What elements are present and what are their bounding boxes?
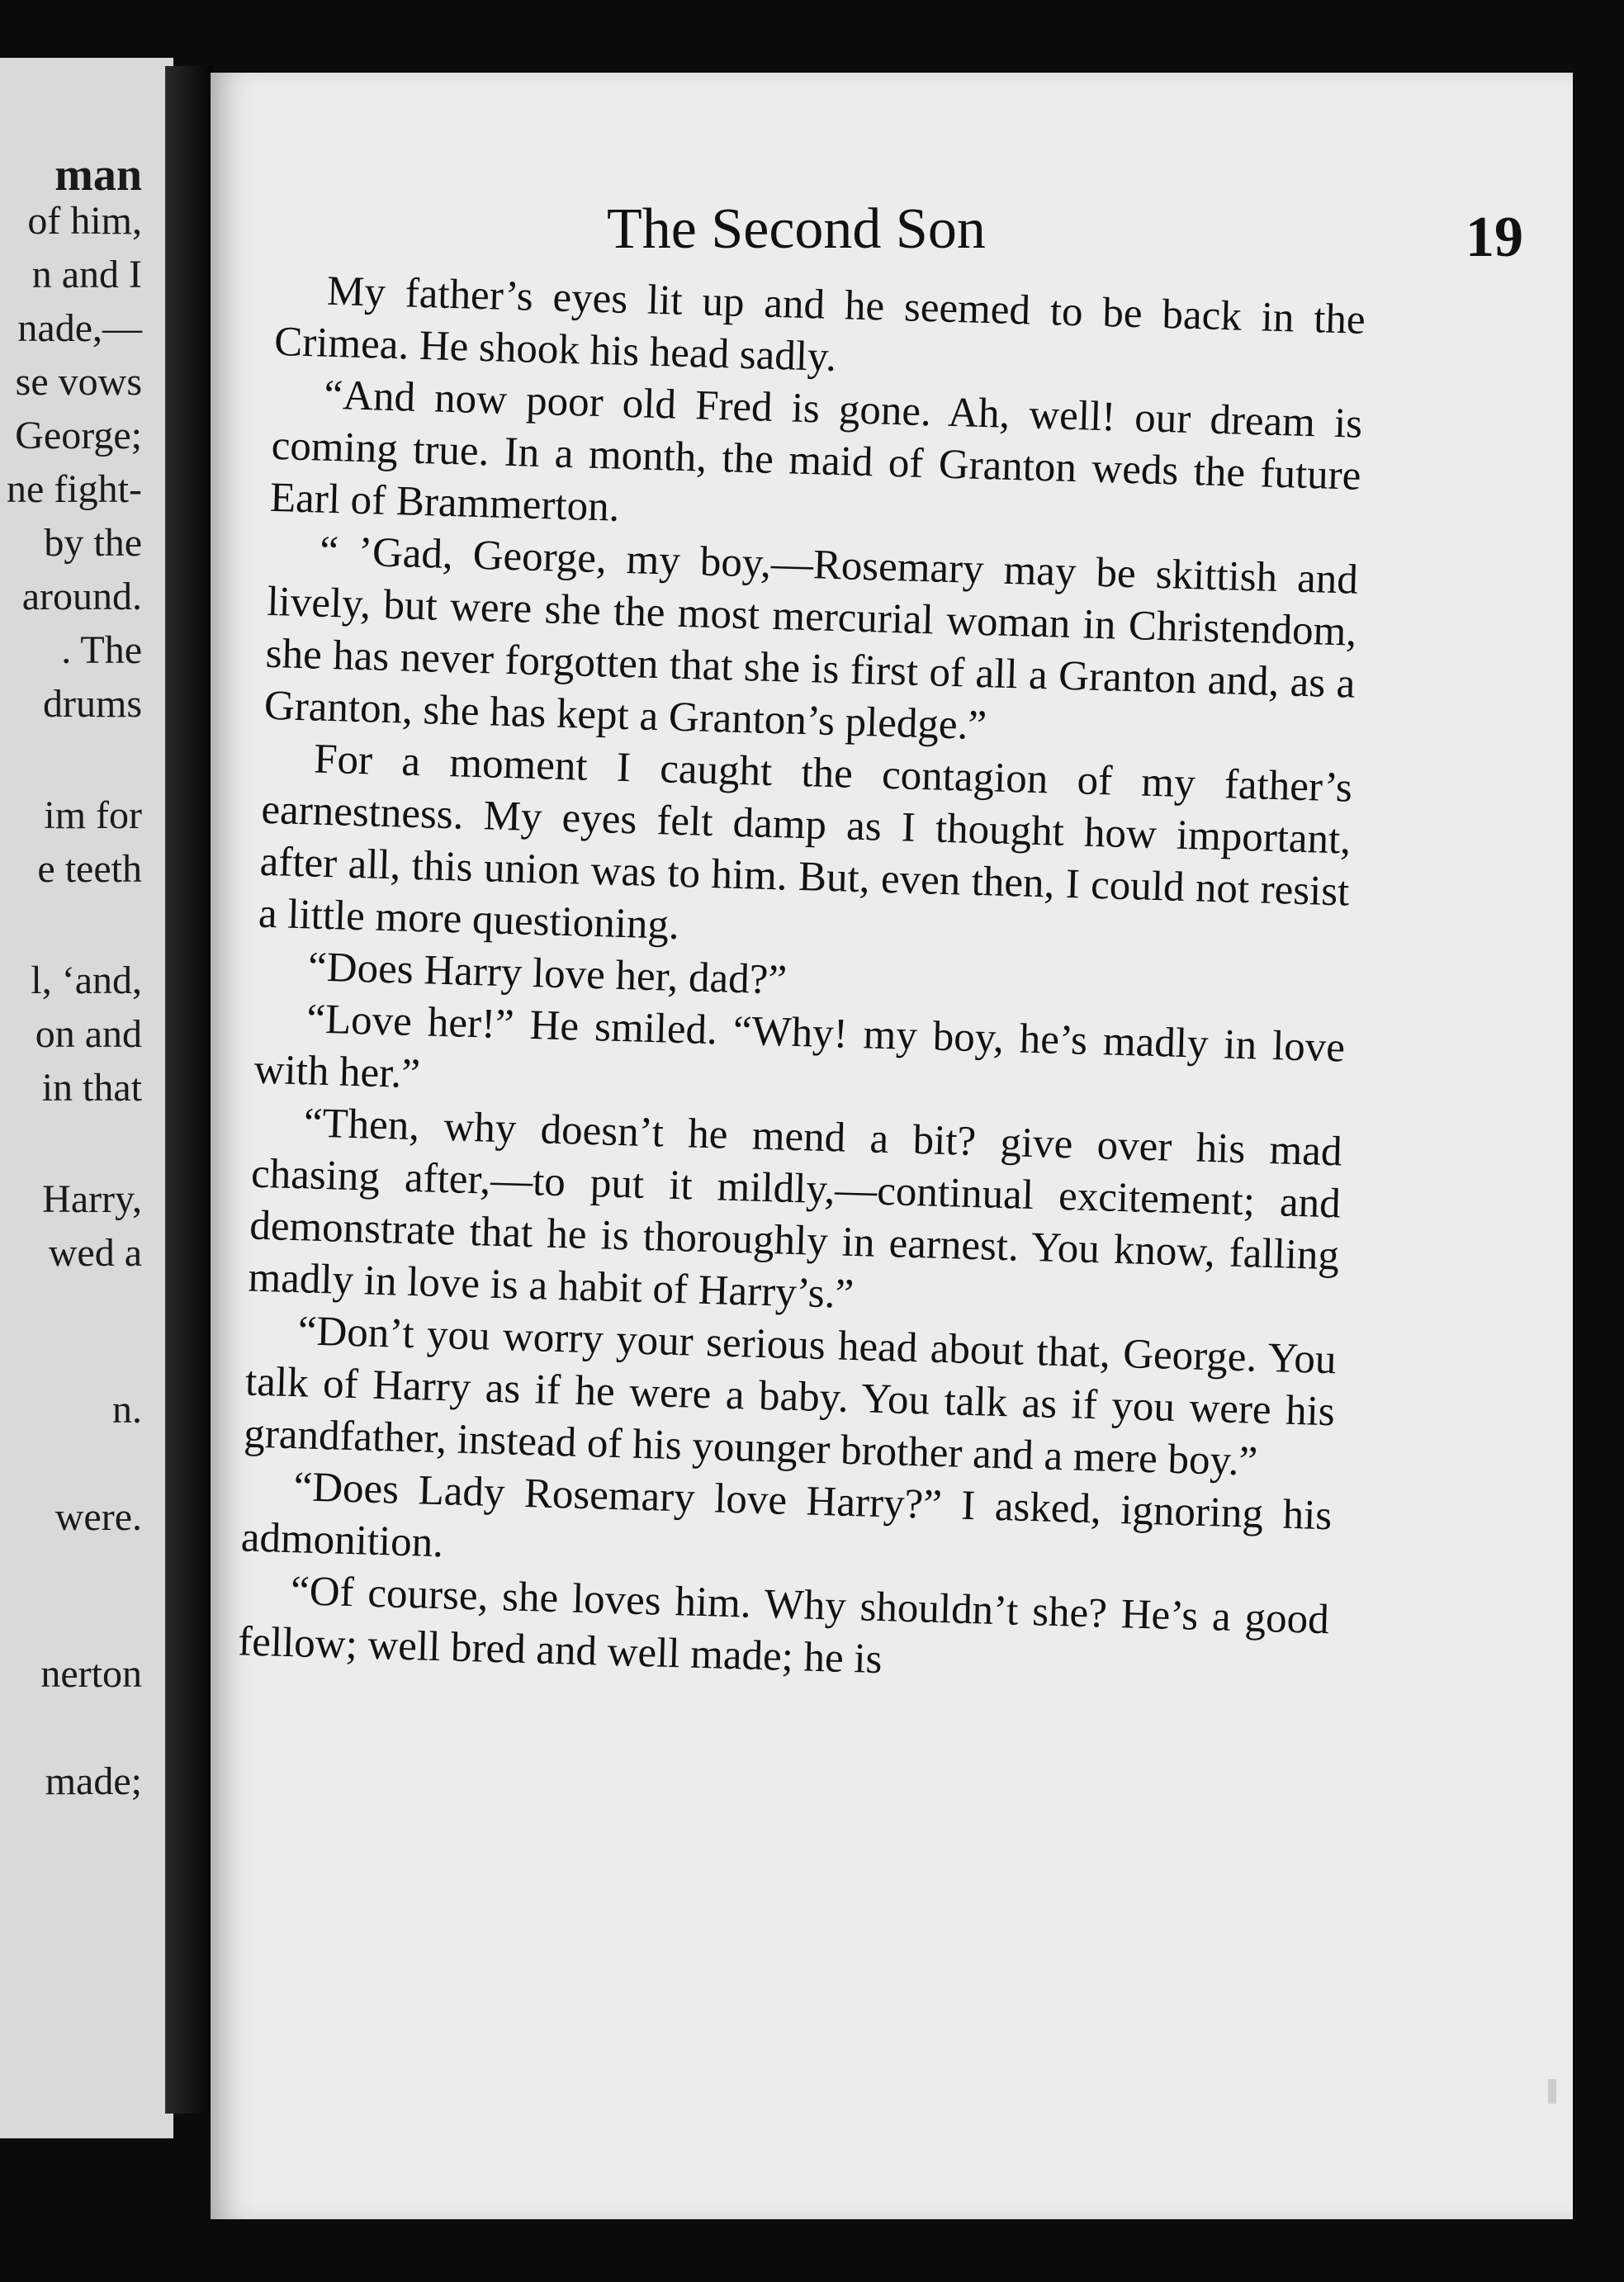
paragraph: “Love her!” He smiled. “Why! my boy, he’s madly in love with her.”: [253, 996, 1346, 1098]
left-page-line: by the: [44, 521, 142, 565]
paragraph: “Of course, she loves him. Why shouldn’t she? He’s a good fellow; well bred and well made; he is: [237, 1568, 1330, 1683]
body-text: [238, 264, 1366, 1698]
left-page-line: n.: [112, 1388, 142, 1432]
left-facing-page: [0, 58, 173, 2138]
paragraph: “Does Harry love her, dad?”: [307, 944, 788, 1004]
left-page-line: nade,—: [17, 306, 142, 350]
left-page-line: drums: [43, 682, 142, 726]
left-page-line: man: [54, 149, 142, 201]
running-head: [211, 196, 1573, 271]
left-page-line: l, ‘and,: [31, 959, 142, 1002]
left-page-line: . The: [61, 628, 142, 672]
book-page: [211, 73, 1573, 2219]
left-page-line: im for: [44, 793, 142, 837]
left-page-line: of him,: [27, 199, 142, 243]
paragraph: “And now poor old Fred is gone. Ah, well! our dream is coming true. In a month, the maid of Granton weds the future Earl of Brammerton.: [269, 372, 1363, 531]
left-page-line: ne fight-: [7, 467, 142, 511]
left-page-line: made;: [45, 1759, 142, 1803]
paragraph: “Then, why doesn’t he mend a bit? give over his mad chasing after,—to put it mildly,—continual excitement; and demonstrate that he is thoroughly in earnest. You know, falling madly in love is a habit of Harry’s.”: [247, 1100, 1343, 1318]
paragraph: “Does Lady Rosemary love Harry?” I asked, ignoring his admonition.: [240, 1464, 1333, 1567]
paragraph: My father’s eyes lit up and he seemed to be back in the Crimea. He shook his head sadly.: [273, 267, 1366, 381]
page-number: 19: [1465, 206, 1523, 269]
page-edge-mark: [1548, 2079, 1556, 2104]
left-page-line: se vows: [15, 360, 142, 404]
left-page-line: on and: [35, 1012, 142, 1056]
left-page-line: were.: [54, 1495, 142, 1539]
left-page-line: George;: [15, 414, 142, 457]
paragraph: “ ’Gad, George, my boy,—Rosemary may be skittish and lively, but were she the most mercurial woman in Christendom, she has never forgotten that she is first of all a Granton and, as a Granton, she has kept a Granton’s pledge.”: [263, 528, 1359, 750]
left-page-line: Harry,: [42, 1177, 142, 1221]
left-page-line: around.: [21, 575, 142, 618]
left-page-line: e teeth: [37, 847, 142, 891]
running-title: The Second Son: [607, 197, 986, 261]
book-gutter: [165, 66, 213, 2114]
paragraph: “Don’t you worry your serious head about that, George. You talk of Harry as if he were a baby. You talk as if you were his grandfather, instead of his younger brother and a mere boy.”: [243, 1308, 1338, 1485]
left-page-line: wed a: [48, 1231, 142, 1275]
left-page-line: n and I: [31, 253, 142, 296]
left-page-line: nerton: [40, 1652, 142, 1696]
paragraph: For a moment I caught the contagion of my father’s earnestness. My eyes felt damp as I thought how important, after all, this union was to him. But, even then, I could not resist a little more questioning.: [258, 736, 1353, 949]
left-page-line: in that: [41, 1066, 142, 1110]
